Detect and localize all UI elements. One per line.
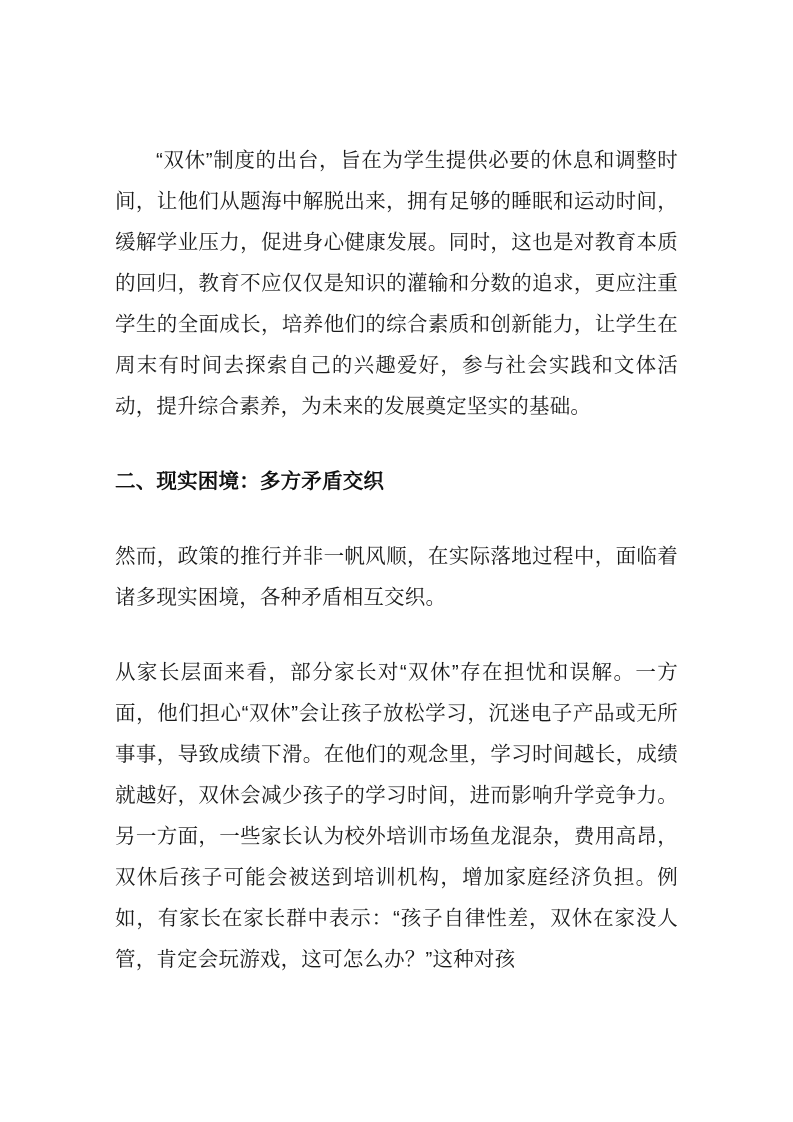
paragraph-policy-difficulty: 然而，政策的推行并非一帆风顺，在实际落地过程中，面临着诸多现实困境，各种矛盾相互交织。 xyxy=(115,545,678,609)
paragraph-parents-concern: 从家长层面来看，部分家长对“双休”存在担忧和误解。一方面，他们担心“双休”会让孩子放松学习，沉迷电子产品或无所事事，导致成绩下滑。在他们的观念里，学习时间越长，成绩就越好，双休会减少孩子的学习时间，进而影响升学竞争力。另一方面，一些家长认为校外培训市场鱼龙混杂，费用高昂，双休后孩子可能会被送到培训机构，增加家庭经济负担。例如，有家长在家长群中表示：“孩子自律性差，双休在家没人管，肯定会玩游戏，这可怎么办？”这种对孩 xyxy=(115,661,678,971)
heading-section-two: 二、现实困境：多方矛盾交织 xyxy=(115,470,385,493)
document-body xyxy=(115,140,678,980)
paragraph-shuangxiu-policy: “双休”制度的出台，旨在为学生提供必要的休息和调整时间，让他们从题海中解脱出来，拥有足够的睡眠和运动时间，缓解学业压力，促进身心健康发展。同时，这也是对教育本质的回归，教育不应仅仅是知识的灌输和分数的追求，更应注重学生的全面成长，培养他们的综合素质和创新能力，让学生在周末有时间去探索自己的兴趣爱好，参与社会实践和文体活动，提升综合素养，为未来的发展奠定坚实的基础。 xyxy=(115,149,678,418)
